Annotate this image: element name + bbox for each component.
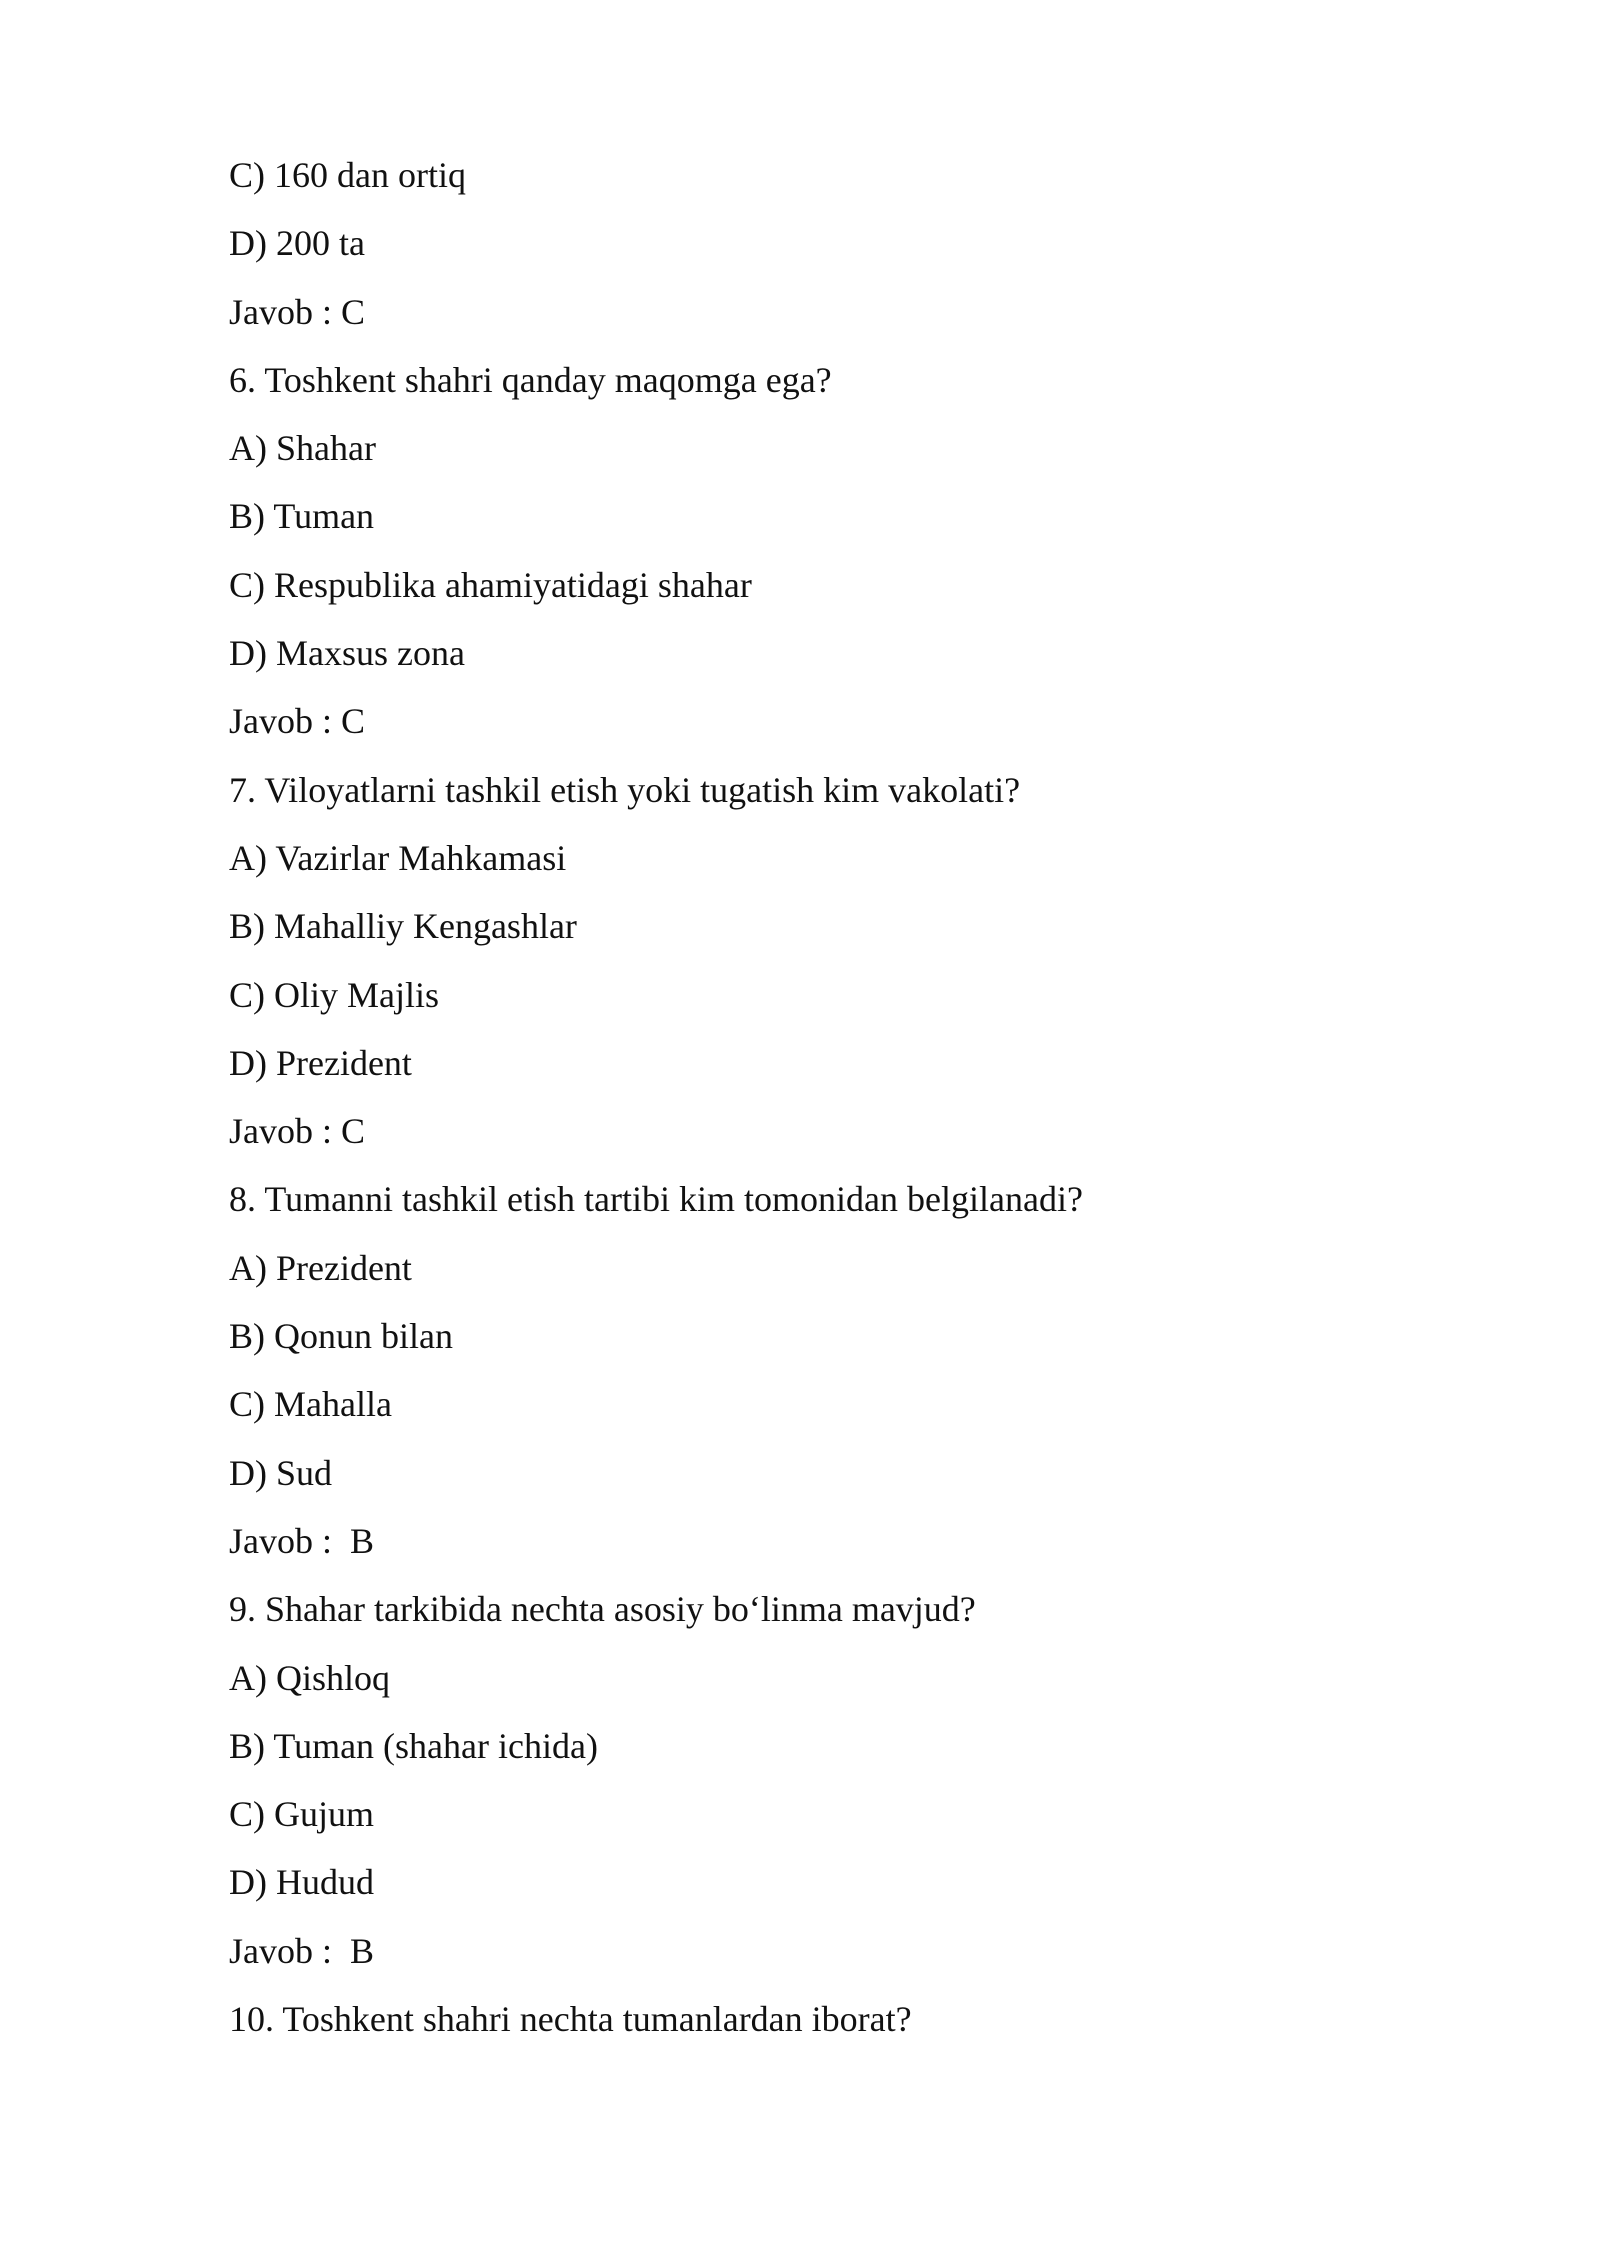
option-text: B) Tuman (shahar ichida) bbox=[229, 1725, 598, 1766]
answer-text: Javob : C bbox=[229, 291, 366, 332]
question-text: 10. Toshkent shahri nechta tumanlardan iborat? bbox=[229, 1999, 912, 2040]
option-text: D) Maxsus zona bbox=[229, 633, 465, 674]
option-text: D) Sud bbox=[229, 1452, 333, 1493]
option-text: A) Qishloq bbox=[229, 1657, 390, 1698]
option-text: A) Vazirlar Mahkamasi bbox=[229, 837, 567, 878]
question-text: 8. Tumanni tashkil etish tartibi kim tomonidan belgilanadi? bbox=[229, 1179, 1083, 1220]
answer-text: Javob : C bbox=[229, 701, 366, 742]
option-text: A) Shahar bbox=[229, 428, 376, 469]
option-text: B) Tuman bbox=[229, 496, 375, 537]
document-body bbox=[229, 148, 1429, 2060]
option-text: C) Gujum bbox=[229, 1794, 375, 1835]
answer-text: Javob : B bbox=[229, 1520, 375, 1561]
option-text: D) Hudud bbox=[229, 1862, 374, 1903]
option-text: C) Mahalla bbox=[229, 1384, 392, 1425]
option-text: D) 200 ta bbox=[229, 223, 365, 264]
question-text: 6. Toshkent shahri qanday maqomga ega? bbox=[229, 359, 832, 400]
question-text: 9. Shahar tarkibida nechta asosiy bo‘linma mavjud? bbox=[229, 1589, 976, 1630]
answer-text: Javob : C bbox=[229, 1111, 366, 1152]
answer-text: Javob : B bbox=[229, 1930, 375, 1971]
option-text: C) 160 dan ortiq bbox=[229, 155, 466, 195]
option-text: C) Oliy Majlis bbox=[229, 974, 440, 1015]
option-text: C) Respublika ahamiyatidagi shahar bbox=[229, 564, 752, 605]
question-text: 7. Viloyatlarni tashkil etish yoki tugatish kim vakolati? bbox=[229, 769, 1021, 810]
option-text: A) Prezident bbox=[229, 1247, 412, 1288]
option-text: B) Qonun bilan bbox=[229, 1316, 453, 1357]
option-text: D) Prezident bbox=[229, 1042, 412, 1083]
option-text: B) Mahalliy Kengashlar bbox=[229, 906, 577, 947]
